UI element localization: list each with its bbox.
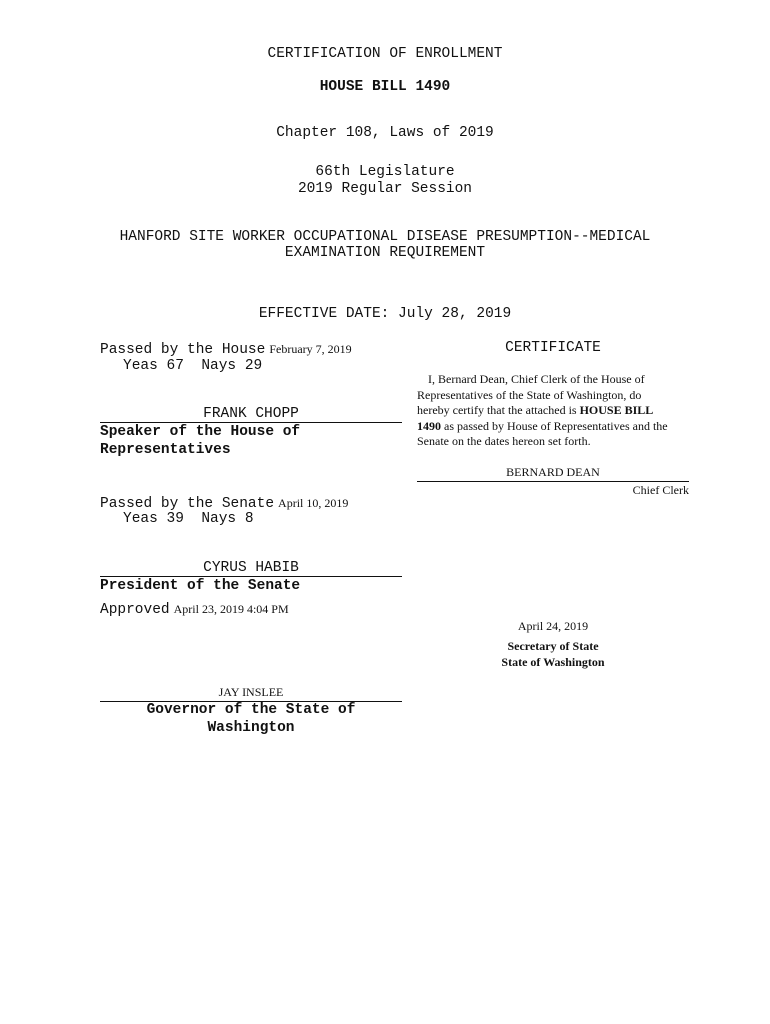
senate-votes: Yeas 39 Nays 8 (123, 511, 254, 527)
senate-passed-line (100, 494, 348, 512)
clerk-signature-line (417, 481, 689, 482)
governor-title-line-2: Washington (207, 720, 295, 736)
house-title-line-1: Speaker of the House of (100, 424, 301, 440)
house-passed-line (100, 340, 352, 358)
certificate-line-4-text: as passed by House of Representatives and the (441, 418, 668, 433)
senate-signature-line (100, 576, 402, 577)
certificate-bill-ref: HOUSE BILL (579, 403, 654, 417)
clerk-title: Chief Clerk (632, 483, 689, 497)
house-passed-label: Passed by the House (100, 342, 266, 358)
approval-date: April 23, 2019 4:04 PM (173, 602, 289, 616)
senate-title: President of the Senate (100, 578, 301, 594)
subject-line-1: HANFORD SITE WORKER OCCUPATIONAL DISEASE PRESUMPTION--MEDICAL (119, 229, 651, 245)
senate-signer: CYRUS HABIB (203, 560, 299, 576)
house-title-line-2: Representatives (100, 442, 231, 458)
secretary-title-1: Secretary of State (507, 639, 599, 653)
certificate-bill-number: 1490 (417, 418, 441, 433)
house-signature-line (100, 422, 402, 423)
senate-passed-label: Passed by the Senate (100, 496, 275, 512)
house-votes: Yeas 67 Nays 29 (123, 358, 263, 374)
certification-title: CERTIFICATION OF ENROLLMENT (267, 46, 503, 62)
governor-signer: JAY INSLEE (218, 685, 284, 699)
approval-line (100, 600, 289, 618)
house-passed-date: February 7, 2019 (269, 342, 352, 356)
approval-label: Approved (100, 602, 170, 618)
legislature-line: 66th Legislature (315, 164, 455, 180)
certificate-heading: CERTIFICATE (505, 340, 601, 356)
house-signer: FRANK CHOPP (203, 406, 299, 422)
secretary-title-2: State of Washington (501, 655, 605, 669)
certificate-line-2: Representatives of the State of Washington, do (417, 387, 642, 402)
chapter-line: Chapter 108, Laws of 2019 (276, 125, 494, 141)
certificate-line-3-text: hereby certify that the attached is (417, 403, 580, 417)
senate-passed-date: April 10, 2019 (278, 496, 349, 510)
certificate-body (417, 372, 697, 450)
governor-title-line-1: Governor of the State of (146, 702, 356, 718)
subject-line-2: EXAMINATION REQUIREMENT (284, 245, 486, 261)
certificate-line-5: Senate on the dates hereon set forth. (417, 434, 591, 448)
certificate-line-4 (417, 419, 697, 435)
certificate-line-1: I, Bernard Dean, Chief Clerk of the House of (428, 372, 645, 386)
certificate-line-3 (417, 403, 697, 419)
secretary-date: April 24, 2019 (517, 619, 589, 633)
effective-date: EFFECTIVE DATE: July 28, 2019 (258, 306, 512, 322)
bill-number: HOUSE BILL 1490 (319, 79, 451, 95)
session-line: 2019 Regular Session (297, 181, 473, 197)
clerk-signer: BERNARD DEAN (506, 465, 600, 479)
